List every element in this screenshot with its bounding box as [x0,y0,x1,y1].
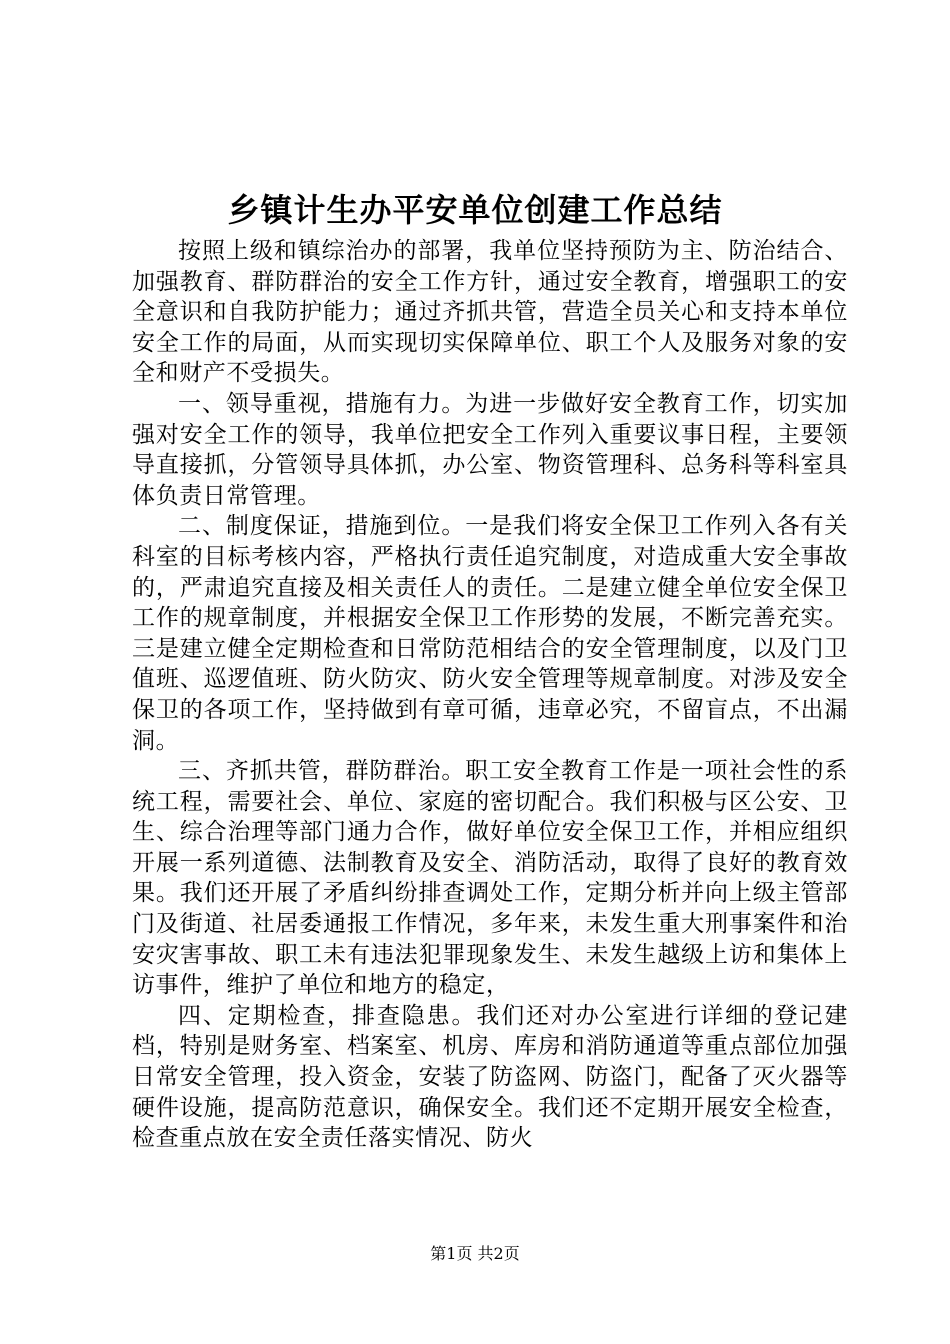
paragraph-section-4: 四、定期检查，排查隐患。我们还对办公室进行详细的登记建档，特别是财务室、档案室、机房、库房和消防通道等重点部位加强日常安全管理，投入资金，安装了防盗网、防盗门，配备了灭火器等硬件设施，提高防范意识，确保安全。我们还不定期开展安全检查，检查重点放在安全责任落实情况、防火 [132,1002,848,1152]
paragraph-section-3: 三、齐抓共管，群防群治。职工安全教育工作是一项社会性的系统工程，需要社会、单位、家庭的密切配合。我们积极与区公安、卫生、综合治理等部门通力合作，做好单位安全保卫工作，并相应组织开展一系列道德、法制教育及安全、消防活动，取得了良好的教育效果。我们还开展了矛盾纠纷排查调处工作，定期分析并向上级主管部门及街道、社居委通报工作情况，多年来，未发生重大刑事案件和治安灾害事故、职工未有违法犯罪现象发生、未发生越级上访和集体上访事件，维护了单位和地方的稳定， [132,758,848,999]
page-number-footer: 第1页 共2页 [430,1244,520,1263]
page-title: 乡镇计生办平安单位创建工作总结 [227,191,723,229]
document-body [132,236,848,1154]
paragraph-section-2: 二、制度保证，措施到位。一是我们将安全保卫工作列入各有关科室的目标考核内容，严格执行责任追究制度，对造成重大安全事故的，严肃追究直接及相关责任人的责任。二是建立健全单位安全保卫工作的规章制度，并根据安全保卫工作形势的发展，不断完善充实。三是建立健全定期检查和日常防范相结合的安全管理制度，以及门卫值班、巡逻值班、防火防灾、防火安全管理等规章制度。对涉及安全保卫的各项工作，坚持做到有章可循，违章必究，不留盲点，不出漏洞。 [132,513,848,754]
paragraph-section-1: 一、领导重视，措施有力。为进一步做好安全教育工作，切实加强对安全工作的领导，我单位把安全工作列入重要议事日程，主要领导直接抓，分管领导具体抓，办公室、物资管理科、总务科等科室具体负责日常管理。 [132,390,848,509]
paragraph-intro: 按照上级和镇综治办的部署，我单位坚持预防为主、防治结合、加强教育、群防群治的安全工作方针，通过安全教育，增强职工的安全意识和自我防护能力；通过齐抓共管，营造全员关心和支持本单位安全工作的局面，从而实现切实保障单位、职工个人及服务对象的安全和财产不受损失。 [132,238,848,387]
